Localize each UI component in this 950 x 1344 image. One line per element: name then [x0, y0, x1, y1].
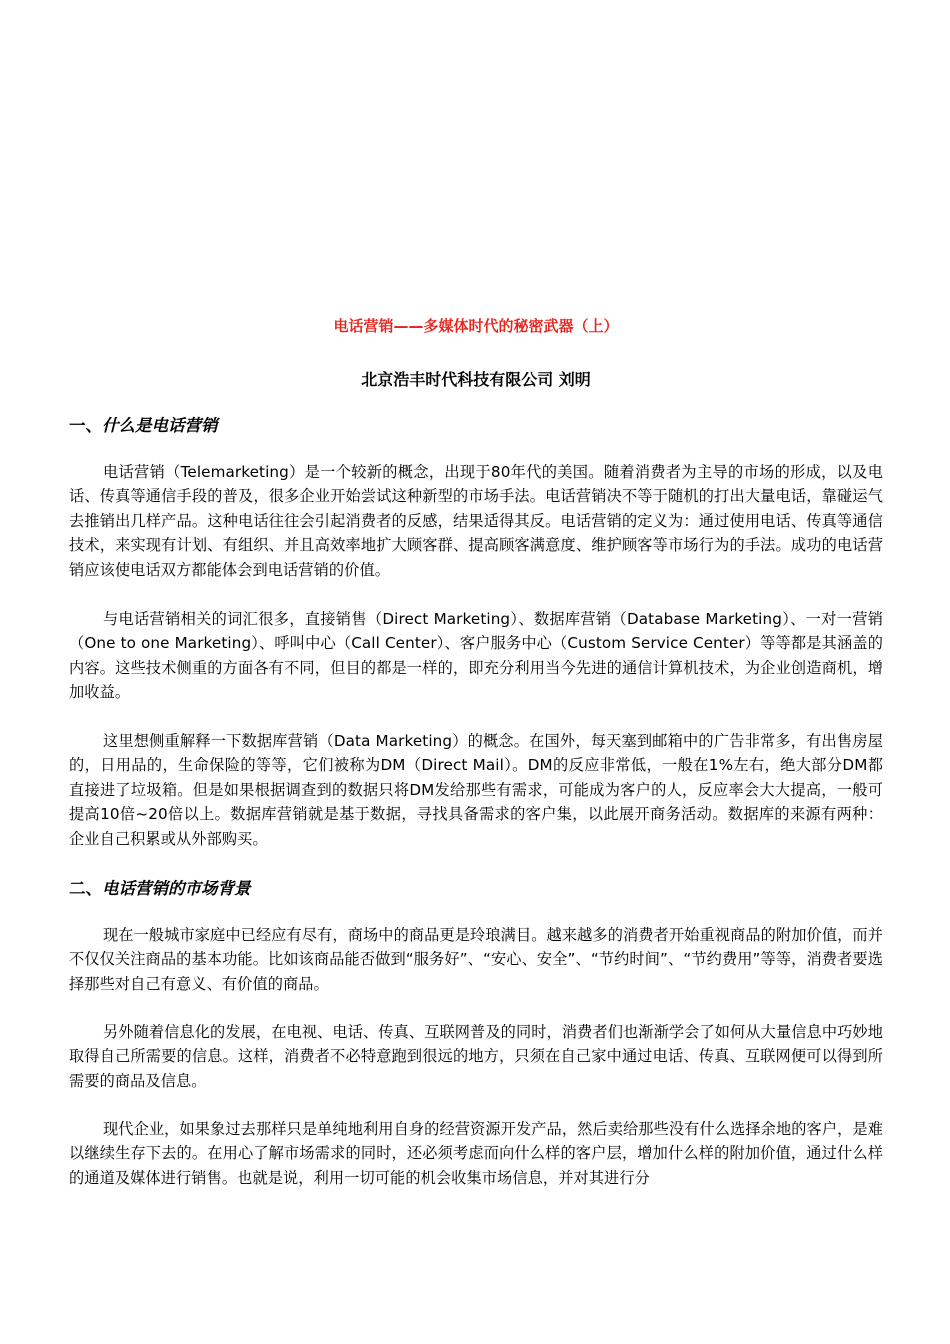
section-heading-2: [69, 876, 251, 902]
section-number: 二、: [69, 879, 102, 898]
paragraph: 现代企业，如果象过去那样只是单纯地利用自身的经营资源开发产品，然后卖给那些没有什么选择余地的客户，是难以继续生存下去的。在用心了解市场需求的同时，还必须考虑而向什么样的客户层，增加什么样的附加价值，通过什么样的通道及媒体进行销售。也就是说，利用一切可能的机会收集市场信息，并对其进行分: [69, 1120, 883, 1187]
section-heading-text: 电话营销的市场背景: [102, 879, 251, 898]
paragraph: 现在一般城市家庭中已经应有尽有，商场中的商品更是玲琅满目。越来越多的消费者开始重视商品的附加价值，而并不仅仅关注商品的基本功能。比如该商品能否做到“服务好”、“安心、安全”、“节约时间”、“节约费用”等等，消费者要选择那些对自己有意义、有价值的商品。: [69, 926, 883, 993]
paragraph: 另外随着信息化的发展，在电视、电话、传真、互联网普及的同时，消费者们也渐渐学会了如何从大量信息中巧妙地取得自己所需要的信息。这样，消费者不必特意跑到很远的地方，只须在自己家中通过电话、传真、互联网便可以得到所需要的商品及信息。: [69, 1023, 883, 1090]
section-heading-1: [69, 413, 218, 439]
section-number: 一、: [69, 416, 102, 435]
paragraph: 与电话营销相关的词汇很多，直接销售（Direct Marketing）、数据库营销（Database Marketing）、一对一营销（One to one Marketing）、呼叫中心（Call Center）、客户服务中心（Custom Service Center）等等都是其涵盖的内容。这些技术侧重的方面各有不同，但目的都是一样的，即充分利用当今先进的通信计算机技术，为企业创造商机，增加收益。: [69, 610, 883, 702]
paragraph: 这里想侧重解释一下数据库营销（Data Marketing）的概念。在国外，每天塞到邮箱中的广告非常多，有出售房屋的，日用品的，生命保险的等等，它们被称为DM（Direct Mail）。DM的反应非常低，一般在1%左右，绝大部分DM都直接进了垃圾箱。但是如果根据调查到的数据只将DM发给那些有需求，可能成为客户的人，反应率会大大提高，一般可提高10倍~20倍以上。数据库营销就是基于数据，寻找具备需求的客户集，以此展开商务活动。数据库的来源有两种：企业自己积累或从外部购买。: [69, 732, 883, 848]
document-author: 北京浩丰时代科技有限公司 刘明: [361, 370, 591, 389]
document-title: 电话营销——多媒体时代的秘密武器（上）: [333, 317, 619, 335]
section-heading-text: 什么是电话营销: [102, 416, 218, 435]
paragraph: 电话营销（Telemarketing）是一个较新的概念，出现于80年代的美国。随着消费者为主导的市场的形成，以及电话、传真等通信手段的普及，很多企业开始尝试这种新型的市场手法。电话营销决不等于随机的打出大量电话，靠碰运气去推销出几样产品。这种电话往往会引起消费者的反感，结果适得其反。电话营销的定义为：通过使用电话、传真等通信技术，来实现有计划、有组织、并且高效率地扩大顾客群、提高顾客满意度、维护顾客等市场行为的手法。成功的电话营销应该使电话双方都能体会到电话营销的价值。: [69, 463, 883, 579]
